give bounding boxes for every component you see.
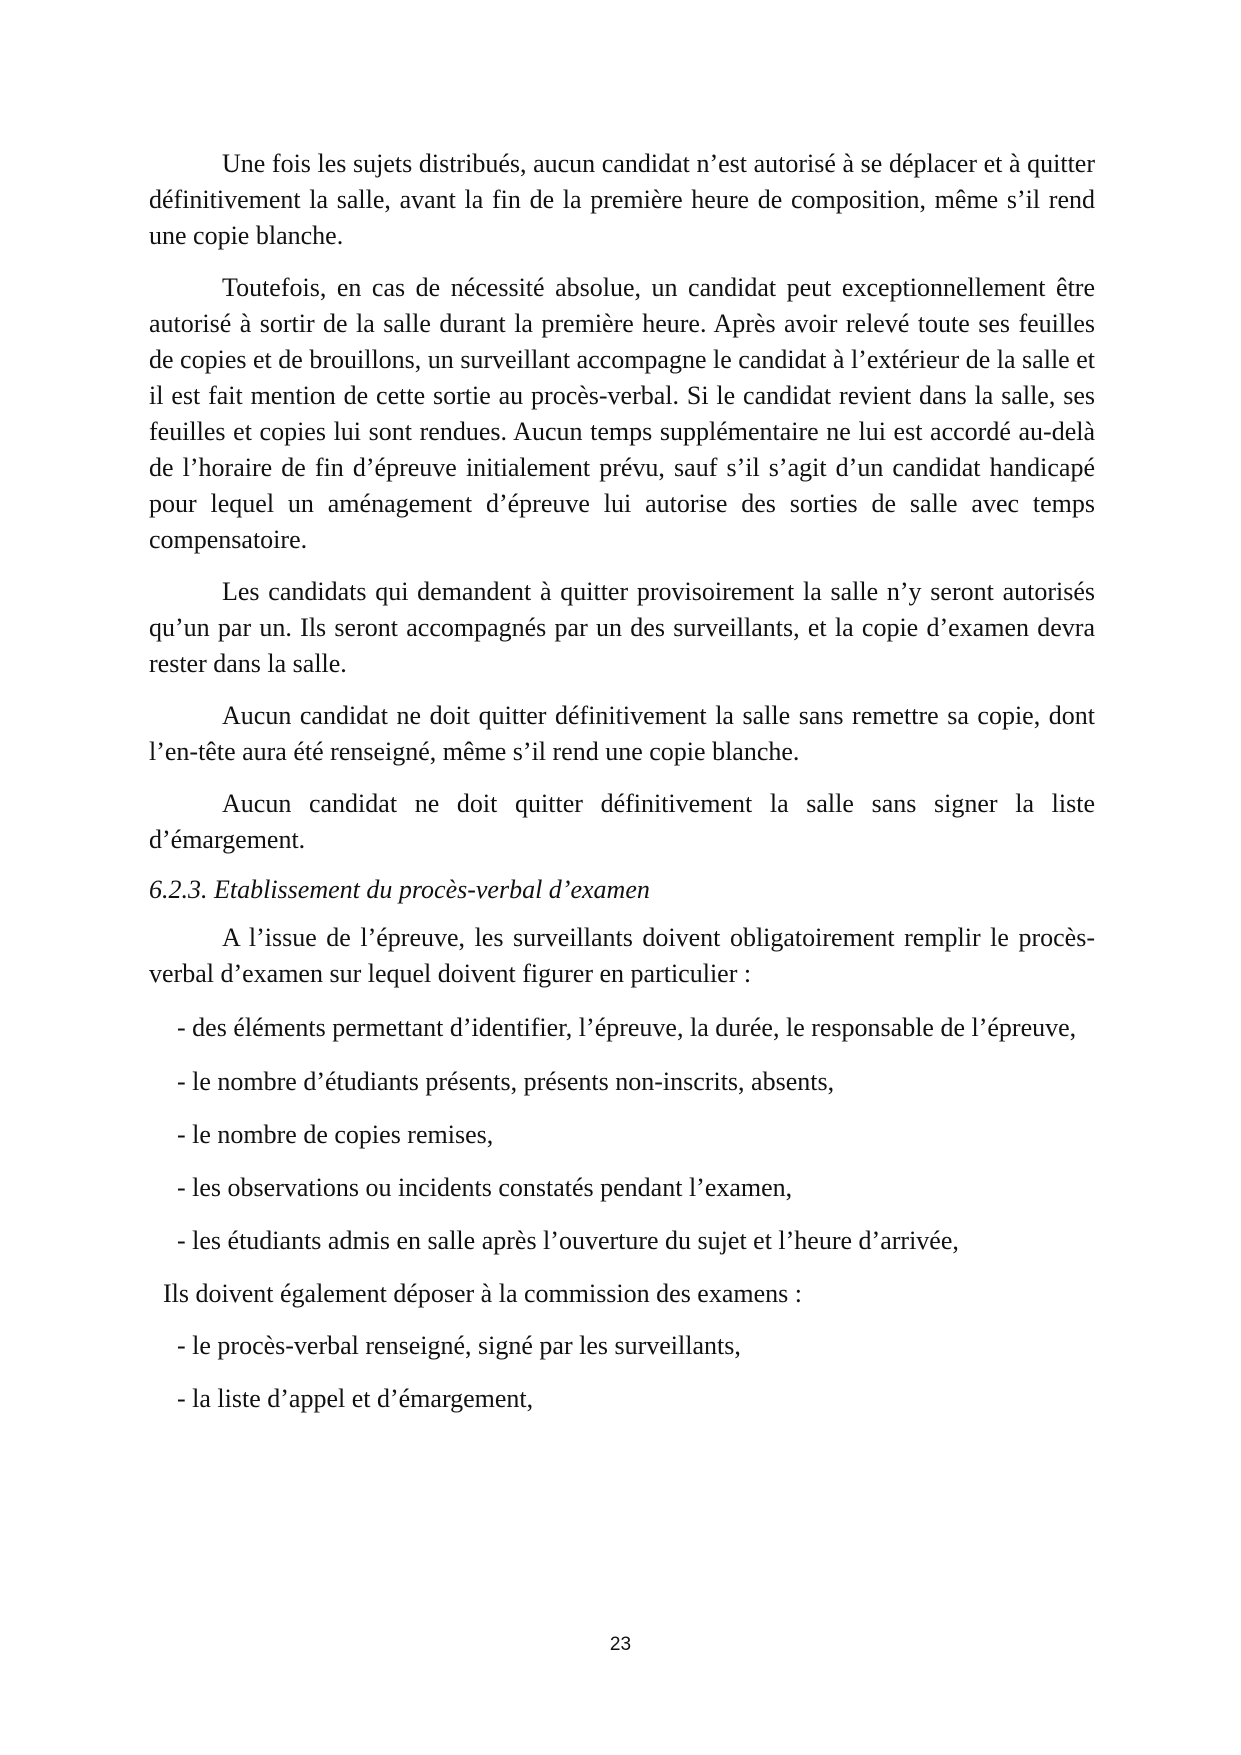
page-content — [149, 146, 1095, 1434]
page-number: 23 — [609, 1634, 632, 1655]
paragraph-distribution-rule: Une fois les sujets distribués, aucun candidat n’est autorisé à se déplacer et à quitter définitivement la salle, avant la fin de la première heure de composition, même s’il rend une copie blanche. — [149, 149, 1095, 250]
paragraph-minutes-intro: A l’issue de l’épreuve, les surveillants doivent obligatoirement remplir le procès-verbal d’examen sur lequel doivent figurer en particulier : — [149, 923, 1095, 988]
paragraph-signature-list: Aucun candidat ne doit quitter définitivement la salle sans signer la liste d’émargement. — [149, 789, 1095, 854]
list-item: - les observations ou incidents constatés pendant l’examen, — [177, 1173, 793, 1202]
section-heading: 6.2.3. Etablissement du procès-verbal d’examen — [149, 875, 650, 904]
list-item: - le nombre de copies remises, — [177, 1120, 494, 1149]
paragraph-copy-submission: Aucun candidat ne doit quitter définitivement la salle sans remettre sa copie, dont l’en-tête aura été renseigné, même s’il rend une copie blanche. — [149, 701, 1095, 766]
paragraph-temporary-exit: Les candidats qui demandent à quitter provisoirement la salle n’y seront autorisés qu’un par un. Ils seront accompagnés par un des surveillants, et la copie d’examen devra rester dans la salle. — [149, 577, 1095, 678]
paragraph-exceptional-exit: Toutefois, en cas de nécessité absolue, un candidat peut exceptionnellement être autorisé à sortir de la salle durant la première heure. Après avoir relevé toute ses feuilles de copies et de brouillons, un surveillant accompagne le candidat à l’extérieur de la salle et il est fait mention de cette sortie au procès-verbal. Si le candidat revient dans la salle, ses feuilles et copies lui sont rendues. Aucun temps supplémentaire ne lui est accordé au-delà de l’horaire de fin d’épreuve initialement prévu, sauf s’il s’agit d’un candidat handicapé pour lequel un aménagement d’épreuve lui autorise des sorties de salle avec temps compensatoire. — [149, 273, 1095, 554]
list-item: - des éléments permettant d’identifier, l’épreuve, la durée, le responsable de l’épreuve, — [177, 1013, 1077, 1042]
commission-intro: Ils doivent également déposer à la commission des examens : — [163, 1279, 802, 1308]
list-item: - les étudiants admis en salle après l’ouverture du sujet et l’heure d’arrivée, — [177, 1226, 959, 1255]
list-item: - le procès-verbal renseigné, signé par les surveillants, — [177, 1331, 741, 1360]
commission-documents-list — [149, 1328, 1095, 1417]
minutes-requirements-list — [149, 1010, 1095, 1259]
list-item: - le nombre d’étudiants présents, présents non-inscrits, absents, — [177, 1067, 835, 1096]
list-item: - la liste d’appel et d’émargement, — [177, 1384, 534, 1413]
